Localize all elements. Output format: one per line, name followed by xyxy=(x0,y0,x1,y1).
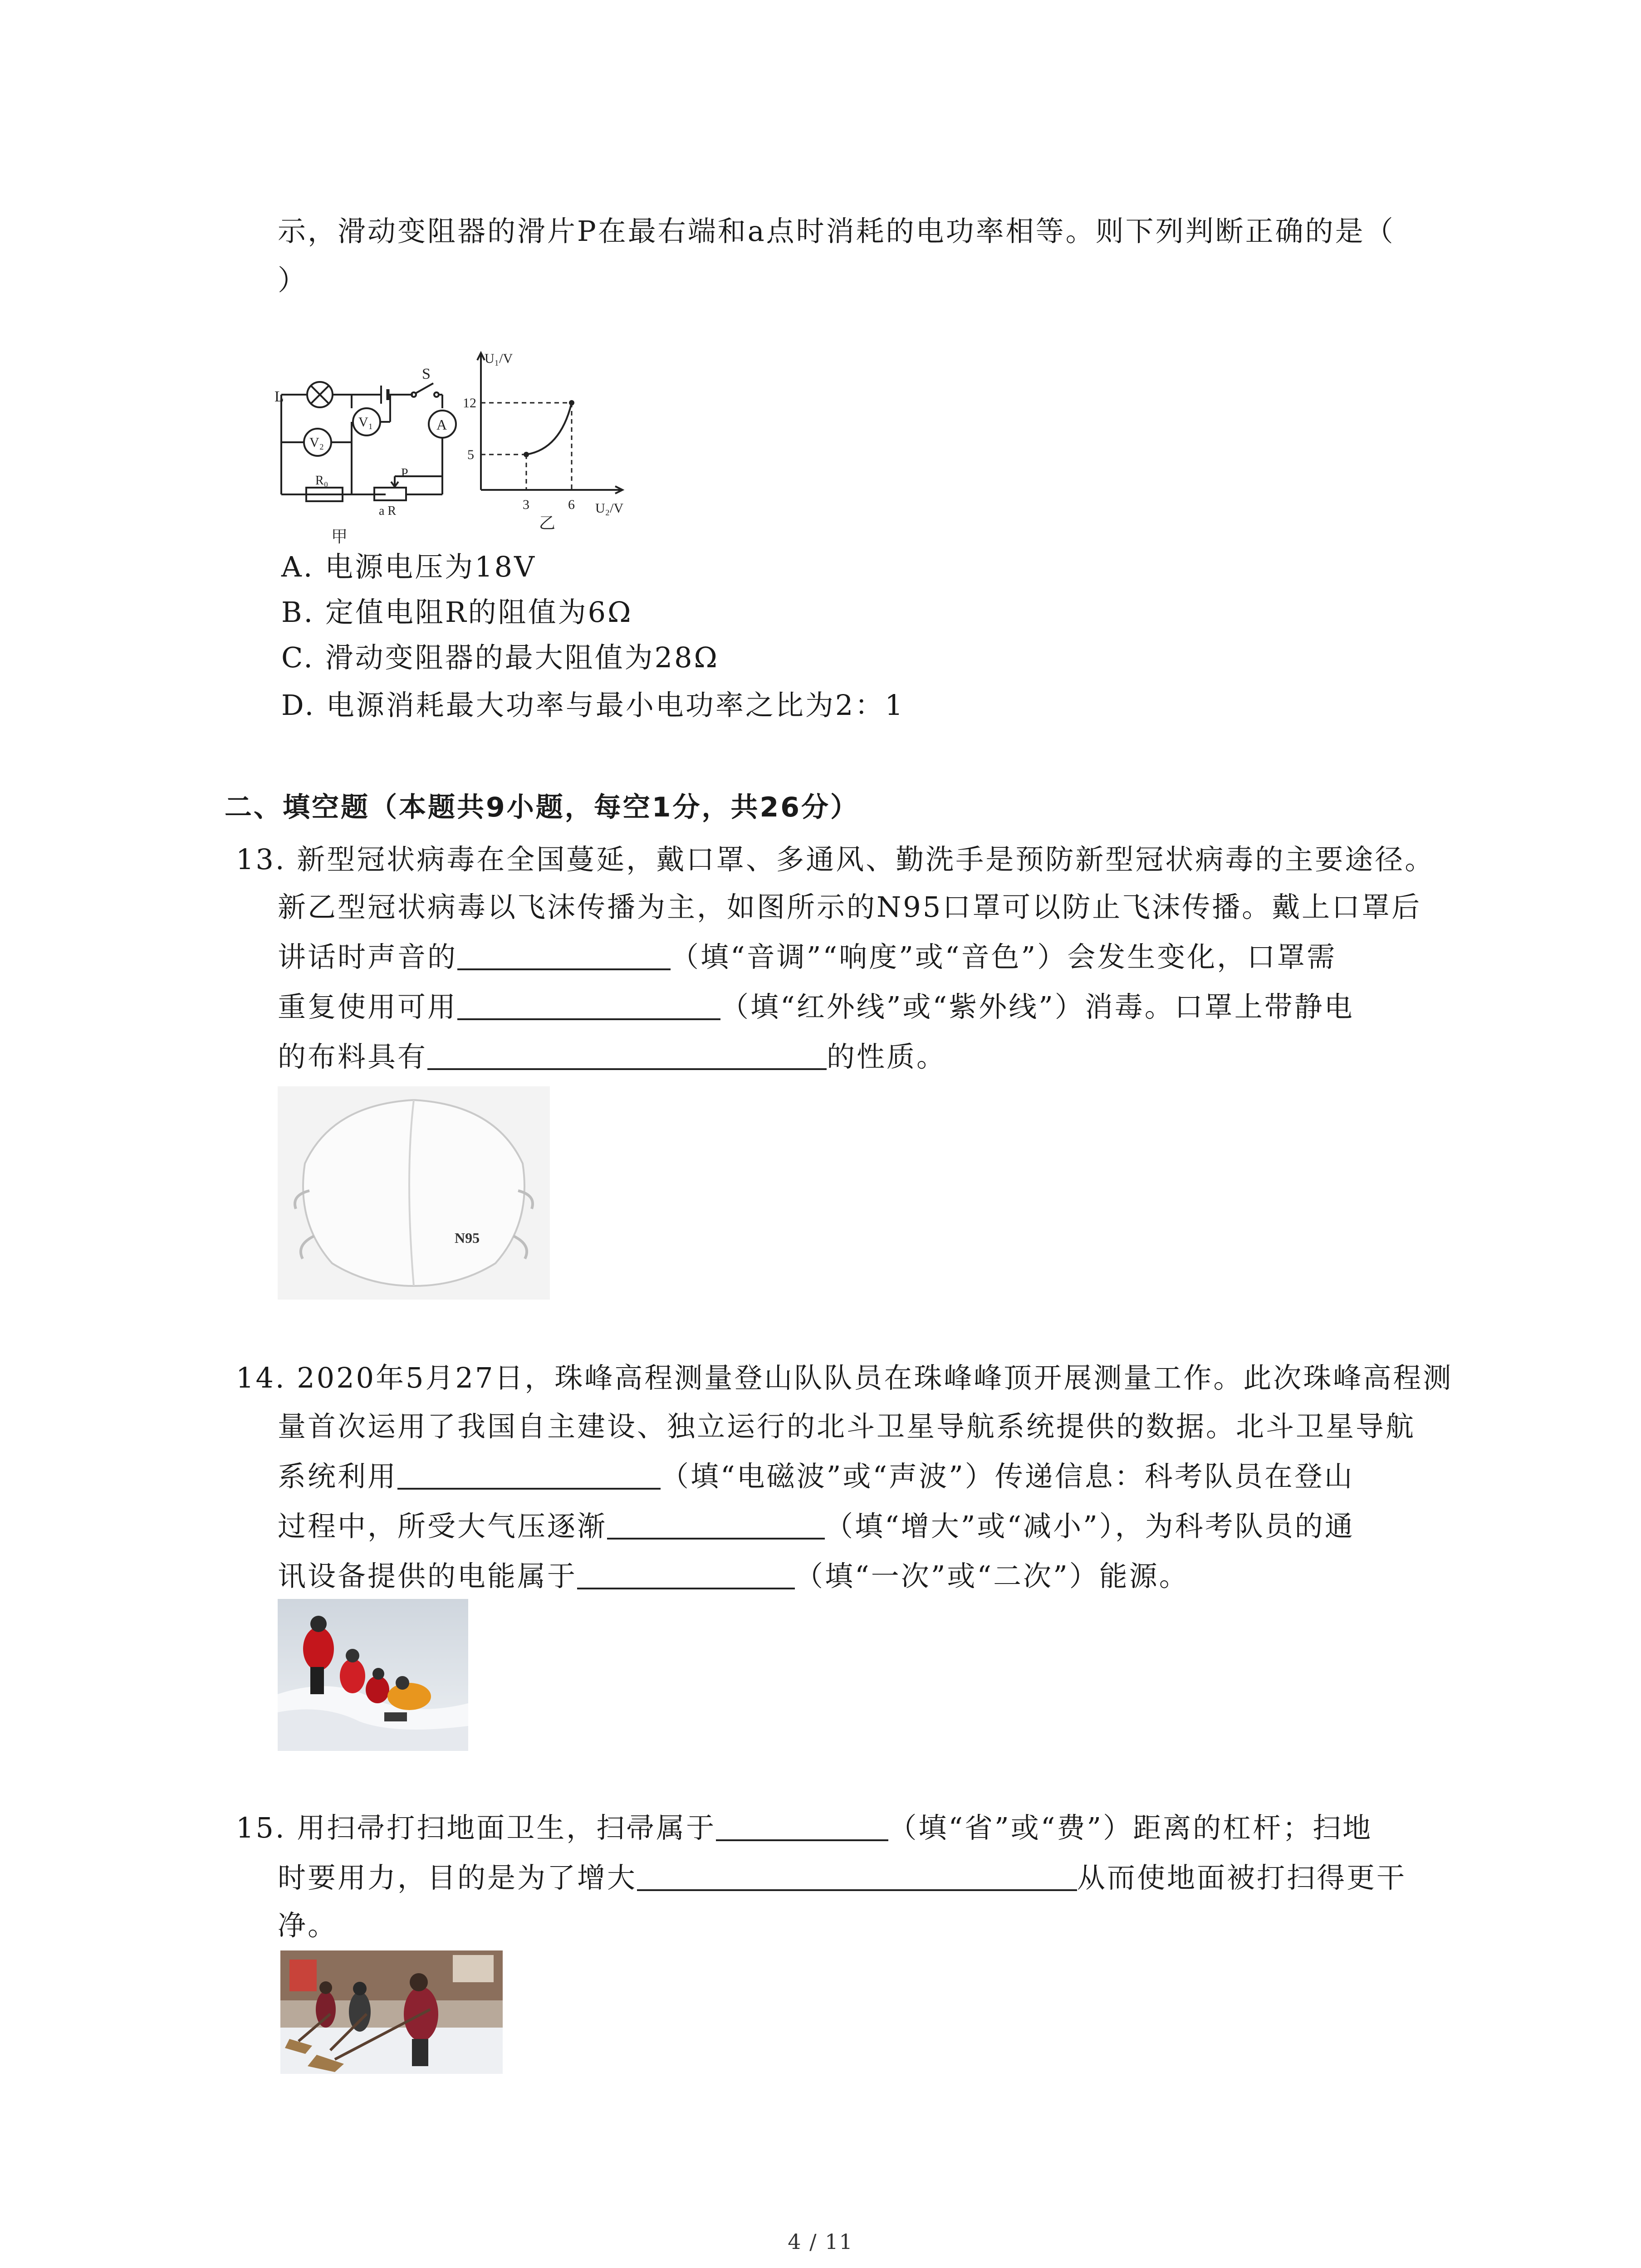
graph-ytick-5: 5 xyxy=(467,447,474,462)
page-number: 4 / 11 xyxy=(788,2229,853,2254)
q13-line1: 13. 新型冠状病毒在全国蔓延，戴口罩、多通风、勤洗手是预防新型冠状病毒的主要途径。 xyxy=(236,843,1435,876)
circuit-diagram xyxy=(272,358,463,549)
q14-line4-prefix: 过程中，所受大气压逐渐 xyxy=(278,1510,607,1543)
mountaineers-photo xyxy=(278,1599,468,1751)
street-sweeping-photo xyxy=(280,1950,503,2074)
rheostat-label: a R xyxy=(379,504,397,518)
mask-label: N95 xyxy=(455,1230,480,1246)
q13-line5-prefix: 的布料具有 xyxy=(278,1040,428,1073)
q15-line2-prefix: 时要用力，目的是为了增大 xyxy=(278,1861,637,1894)
section-title: 二、填空题（本题共9小题，每空1分，共26分） xyxy=(225,792,859,823)
q12-stem-line2: ） xyxy=(278,264,308,297)
q15-line2 xyxy=(278,1860,1406,1896)
q15-line1-suffix: （填“省”或“费”）距离的杠杆；扫地 xyxy=(888,1811,1373,1844)
q13-line5-suffix: 的性质。 xyxy=(827,1040,947,1073)
q13-line3-suffix: （填“音调”“响度”或“音色”）会发生变化，口罩需 xyxy=(671,940,1337,973)
q13-blank-3[interactable] xyxy=(427,1040,827,1070)
q14-line3-prefix: 系统利用 xyxy=(278,1460,398,1493)
q14-blank-1[interactable] xyxy=(397,1460,661,1490)
q13-line5 xyxy=(278,1039,946,1075)
r0-label: R₀ xyxy=(315,474,328,488)
q14-line2: 量首次运用了我国自主建设、独立运行的北斗卫星导航系统提供的数据。北斗卫星导航 xyxy=(278,1410,1416,1443)
graph-xtick-6: 6 xyxy=(568,497,575,512)
q14-line5 xyxy=(278,1558,1189,1594)
q13-line2: 新乙型冠状病毒以飞沫传播为主，如图所示的N95口罩可以防止飞沫传播。戴上口罩后 xyxy=(278,890,1422,924)
q12-option-c: C. 滑动变阻器的最大阻值为28Ω xyxy=(281,641,719,674)
graph-ytick-12: 12 xyxy=(463,396,476,411)
q14-line5-suffix: （填“一次”或“二次”）能源。 xyxy=(795,1559,1189,1593)
voltage-graph xyxy=(463,345,644,535)
q15-line3: 净。 xyxy=(278,1909,338,1942)
q13-line3-prefix: 讲话时声音的 xyxy=(278,940,458,973)
q14-line4 xyxy=(278,1508,1355,1545)
q12-option-b: B. 定值电阻R的阻值为6Ω xyxy=(281,596,633,629)
q14-line1: 14. 2020年5月27日，珠峰高程测量登山队队员在珠峰峰顶开展测量工作。此次珠峰高程测 xyxy=(236,1361,1453,1394)
switch-label: S xyxy=(422,366,431,382)
v2-label: V₂ xyxy=(309,435,324,450)
q14-line4-suffix: （填“增大”或“减小”），为科考队员的通 xyxy=(825,1510,1355,1543)
graph-ylabel: U₁/V xyxy=(485,351,513,366)
q13-line4 xyxy=(278,989,1354,1025)
q14-line5-prefix: 讯设备提供的电能属于 xyxy=(278,1559,578,1593)
q13-line3 xyxy=(278,939,1337,975)
q15-line1-prefix: 15. 用扫帚打扫地面卫生，扫帚属于 xyxy=(236,1811,716,1844)
ammeter-label: A xyxy=(436,416,447,433)
q15-line2-suffix: 从而使地面被打扫得更干 xyxy=(1077,1861,1407,1894)
q15-line1 xyxy=(236,1810,1372,1846)
q15-blank-2[interactable] xyxy=(637,1861,1077,1891)
q13-blank-1[interactable] xyxy=(457,940,671,970)
q14-line3-suffix: （填“电磁波”或“声波”）传递信息：科考队员在登山 xyxy=(661,1460,1354,1493)
q14-blank-3[interactable] xyxy=(577,1559,795,1589)
graph-caption: 乙 xyxy=(539,514,556,532)
n95-mask-image xyxy=(278,1086,550,1300)
q13-blank-2[interactable] xyxy=(457,990,720,1020)
v1-label: V₁ xyxy=(358,415,373,430)
graph-xtick-3: 3 xyxy=(523,497,529,512)
graph-curve xyxy=(526,403,572,455)
q14-line3 xyxy=(278,1458,1354,1495)
graph-xlabel: U₂/V xyxy=(595,501,624,516)
circuit-caption: 甲 xyxy=(331,528,348,546)
q13-line4-prefix: 重复使用可用 xyxy=(278,990,458,1023)
q15-blank-1[interactable] xyxy=(716,1811,888,1841)
q12-option-a: A. 电源电压为18V xyxy=(281,550,536,583)
lamp-label: L xyxy=(274,388,284,405)
q13-line4-suffix: （填“红外线”或“紫外线”）消毒。口罩上带静电 xyxy=(720,990,1354,1023)
q12-stem-line1: 示，滑动变阻器的滑片P在最右端和a点时消耗的电功率相等。则下列判断正确的是（ xyxy=(278,215,1395,248)
q12-option-d: D. 电源消耗最大功率与最小电功率之比为2：1 xyxy=(281,689,905,722)
slider-p-label: P xyxy=(401,466,408,480)
q14-blank-2[interactable] xyxy=(607,1510,825,1540)
